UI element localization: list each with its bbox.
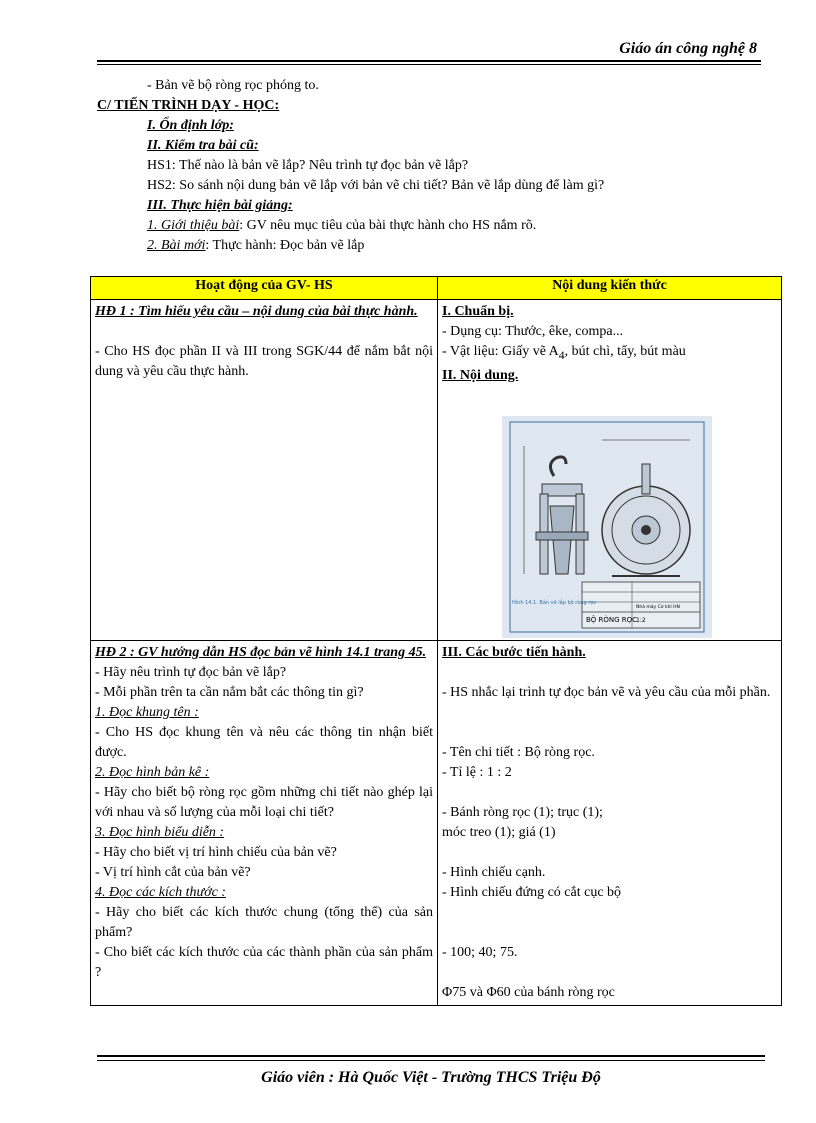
- page-header: [97, 40, 761, 64]
- answer-5: móc treo (1); giá (1): [442, 824, 556, 840]
- sub-text-intro: : GV nêu mục tiêu của bài thực hành cho HS nắm rõ.: [239, 218, 537, 233]
- section-heading: C/ TIẾN TRÌNH DẠY - HỌC:: [97, 98, 280, 113]
- answer-7: - Hình chiếu đứng có cắt cục bộ: [442, 884, 622, 900]
- title-block-maker: Nhà máy Cơ khí HN: [636, 604, 680, 610]
- activity-2-q6: - Vị trí hình cắt của bản vẽ?: [95, 864, 251, 880]
- intro-section: [97, 76, 757, 256]
- page-footer: [97, 1055, 765, 1087]
- sub-text-new: : Thực hành: Đọc bản vẽ lắp: [205, 238, 365, 253]
- activity-2-q3: - Cho HS đọc khung tên và nêu các thông tin nhận biết được.: [95, 724, 433, 760]
- step-dimensions: 4. Đọc các kích thước :: [95, 884, 226, 900]
- activity-1-cell: [91, 300, 438, 641]
- step-parts-list: 2. Đọc hình bản kê :: [95, 764, 210, 780]
- header-rule-thin: [97, 64, 761, 65]
- step-views: 3. Đọc hình biểu diễn :: [95, 824, 225, 840]
- sub-heading-new: 2. Bài mới: [147, 238, 206, 253]
- title-block-name: BỘ RÒNG RỌC: [586, 615, 638, 624]
- answer-9: Φ75 và Φ60 của bánh ròng rọc: [442, 984, 615, 1000]
- pulley-drawing-svg: [502, 416, 712, 638]
- sub-heading-intro: 1. Giới thiệu bài: [147, 218, 240, 233]
- content-2-cell: [438, 640, 782, 1005]
- prep-heading: I. Chuẩn bị.: [442, 304, 514, 319]
- activity-2-q5: - Hãy cho biết vị trí hình chiếu của bản vẽ?: [95, 844, 337, 860]
- step-heading-1: I. Ổn định lớp:: [147, 118, 234, 133]
- step-heading-3: III. Thực hiện bài giảng:: [147, 198, 293, 213]
- footer-rule-thin: [97, 1060, 765, 1061]
- step-heading-2: II. Kiểm tra bài cũ:: [147, 138, 259, 153]
- axle-section: [536, 532, 588, 540]
- answer-4: - Bánh ròng rọc (1); trục (1);: [442, 804, 603, 820]
- activity-2-q7: - Hãy cho biết các kích thước chung (tổng thể) của sản phẩm?: [95, 904, 433, 940]
- answer-3: - Tỉ lệ : 1 : 2: [442, 764, 512, 780]
- header-content: Nội dung kiến thức: [438, 277, 782, 300]
- title-block-scale: 1:2: [636, 616, 646, 624]
- question-hs1: HS1: Thế nào là bản vẽ lắp? Nêu trình tự đọc bản vẽ lắp?: [147, 158, 469, 173]
- step-title-block: 1. Đọc khung tên :: [95, 704, 199, 720]
- pulley-assembly-drawing: [502, 416, 712, 638]
- activity-2-title: HĐ 2 : GV hướng dẫn HS đọc bản vẽ hình 14.1 trang 45.: [95, 644, 427, 660]
- axle-center: [641, 525, 651, 535]
- activity-1-title: HĐ 1 : Tìm hiểu yêu cầu – nội dung của bài thực hành.: [95, 304, 418, 319]
- header-rule: [97, 60, 761, 62]
- answer-8: - 100; 40; 75.: [442, 944, 518, 960]
- activity-2-q4: - Hãy cho biết bộ ròng rọc gồm những chi tiết nào ghép lại với nhau và số lượng của mỗi loại chi tiết?: [95, 784, 433, 820]
- answer-2: - Tên chi tiết : Bộ ròng rọc.: [442, 744, 595, 760]
- header-activity: Hoạt động của GV- HS: [91, 277, 438, 300]
- activity-2-q1: - Hãy nêu trình tự đọc bản vẽ lắp?: [95, 664, 287, 680]
- header-title: Giáo án công nghệ 8: [619, 40, 757, 57]
- activity-2-q2: - Mỗi phần trên ta cần nắm bắt các thông tin gì?: [95, 684, 364, 700]
- procedure-heading: III. Các bước tiến hành.: [442, 644, 586, 660]
- activity-1-text: - Cho HS đọc phần II và III trong SGK/44 để nắm bắt nội dung và yêu cầu thực hành.: [95, 344, 433, 379]
- content-1-cell: [438, 300, 782, 641]
- answer-1: - HS nhắc lại trình tự đọc bản vẽ và yêu cầu của mỗi phần.: [442, 684, 771, 700]
- content-heading: II. Nội dung.: [442, 367, 519, 383]
- footer-rule: [97, 1055, 765, 1057]
- material-line: - Bản vẽ bộ ròng rọc phóng to.: [147, 78, 319, 93]
- answer-6: - Hình chiếu cạnh.: [442, 864, 546, 880]
- activity-2-cell: [91, 640, 438, 1005]
- footer-text: Giáo viên : Hà Quốc Việt - Trường THCS Triệu Độ: [261, 1069, 601, 1086]
- figure-caption: Hình 14.1. Bản vẽ lắp bộ ròng rọc: [512, 599, 597, 606]
- lesson-table: [90, 276, 782, 1006]
- activity-2-q8: - Cho biết các kích thước của các thành phần của sản phẩm ?: [95, 944, 433, 980]
- hook-stem: [642, 464, 650, 494]
- materials-line: - Vật liệu: Giấy vẽ $A_4$, bút chì, tẩy, bút màu: [442, 344, 686, 362]
- tools-line: - Dụng cụ: Thước, êke, compa...: [442, 324, 624, 339]
- question-hs2: HS2: So sánh nội dung bản vẽ lắp với bản vẽ chi tiết? Bản vẽ lắp dùng để làm gì?: [147, 178, 605, 193]
